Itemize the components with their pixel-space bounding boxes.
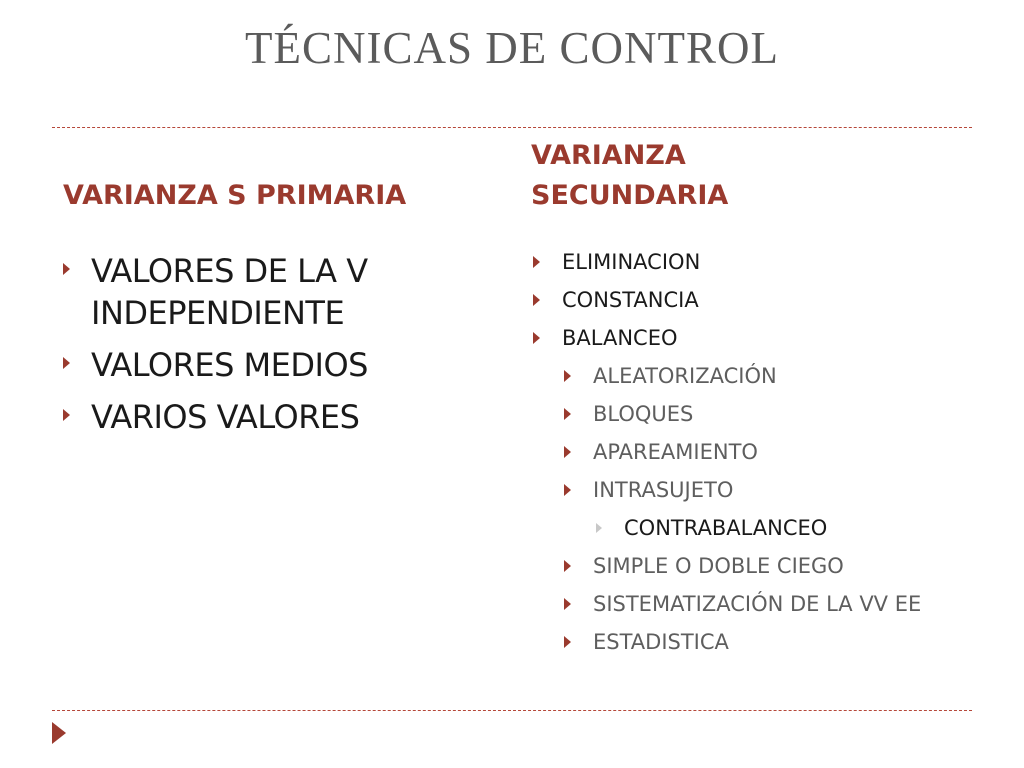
bullet-arrow-icon xyxy=(533,294,540,306)
list-item-text: CONTRABALANCEO xyxy=(624,516,828,540)
right-bullet-list xyxy=(531,243,971,661)
left-column-heading: VARIANZA S PRIMARIA xyxy=(63,180,407,211)
bullet-arrow-icon xyxy=(63,263,70,275)
list-item-text: BALANCEO xyxy=(562,326,678,350)
list-item-text: ELIMINACION xyxy=(562,250,701,274)
list-item-text: SIMPLE O DOBLE CIEGO xyxy=(593,554,844,578)
bullet-arrow-icon xyxy=(564,484,571,496)
list-item-text: CONSTANCIA xyxy=(562,288,699,312)
list-item xyxy=(531,319,971,357)
list-item xyxy=(63,250,503,334)
list-item-text: INTRASUJETO xyxy=(593,478,734,502)
bottom-divider xyxy=(52,710,972,711)
list-item-text: VALORES DE LA V INDEPENDIENTE xyxy=(91,252,368,332)
bullet-arrow-icon xyxy=(564,636,571,648)
sub-list-item xyxy=(531,547,971,585)
list-item-text: VARIOS VALORES xyxy=(91,398,360,436)
sub-list-item xyxy=(531,471,971,509)
next-slide-arrow-icon[interactable] xyxy=(52,722,66,744)
bullet-arrow-icon xyxy=(596,523,602,533)
sub-sub-list-item xyxy=(531,509,971,547)
right-column-heading: VARIANZA SECUNDARIA xyxy=(531,140,729,211)
bullet-arrow-icon xyxy=(564,408,571,420)
bullet-arrow-icon xyxy=(564,598,571,610)
top-divider xyxy=(52,127,972,128)
list-item-text: ESTADISTICA xyxy=(593,630,729,654)
bullet-arrow-icon xyxy=(63,409,70,421)
sub-list-item xyxy=(531,623,971,661)
sub-list-item xyxy=(531,585,971,623)
sub-list-item xyxy=(531,433,971,471)
sub-list-item xyxy=(531,357,971,395)
bullet-arrow-icon xyxy=(564,446,571,458)
list-item xyxy=(63,344,503,386)
bullet-arrow-icon xyxy=(564,370,571,382)
list-item-text: VALORES MEDIOS xyxy=(91,346,368,384)
list-item-text: BLOQUES xyxy=(593,402,694,426)
bullet-arrow-icon xyxy=(533,256,540,268)
bullet-arrow-icon xyxy=(533,332,540,344)
bullet-arrow-icon xyxy=(63,357,70,369)
slide-title: TÉCNICAS DE CONTROL xyxy=(245,23,779,73)
list-item xyxy=(531,281,971,319)
list-item-text: SISTEMATIZACIÓN DE LA VV EE xyxy=(593,592,922,616)
sub-list-item xyxy=(531,395,971,433)
left-bullet-list xyxy=(63,250,503,448)
list-item-text: ALEATORIZACIÓN xyxy=(593,364,777,388)
list-item xyxy=(531,243,971,281)
list-item xyxy=(63,396,503,438)
list-item-text: APAREAMIENTO xyxy=(593,440,758,464)
bullet-arrow-icon xyxy=(564,560,571,572)
